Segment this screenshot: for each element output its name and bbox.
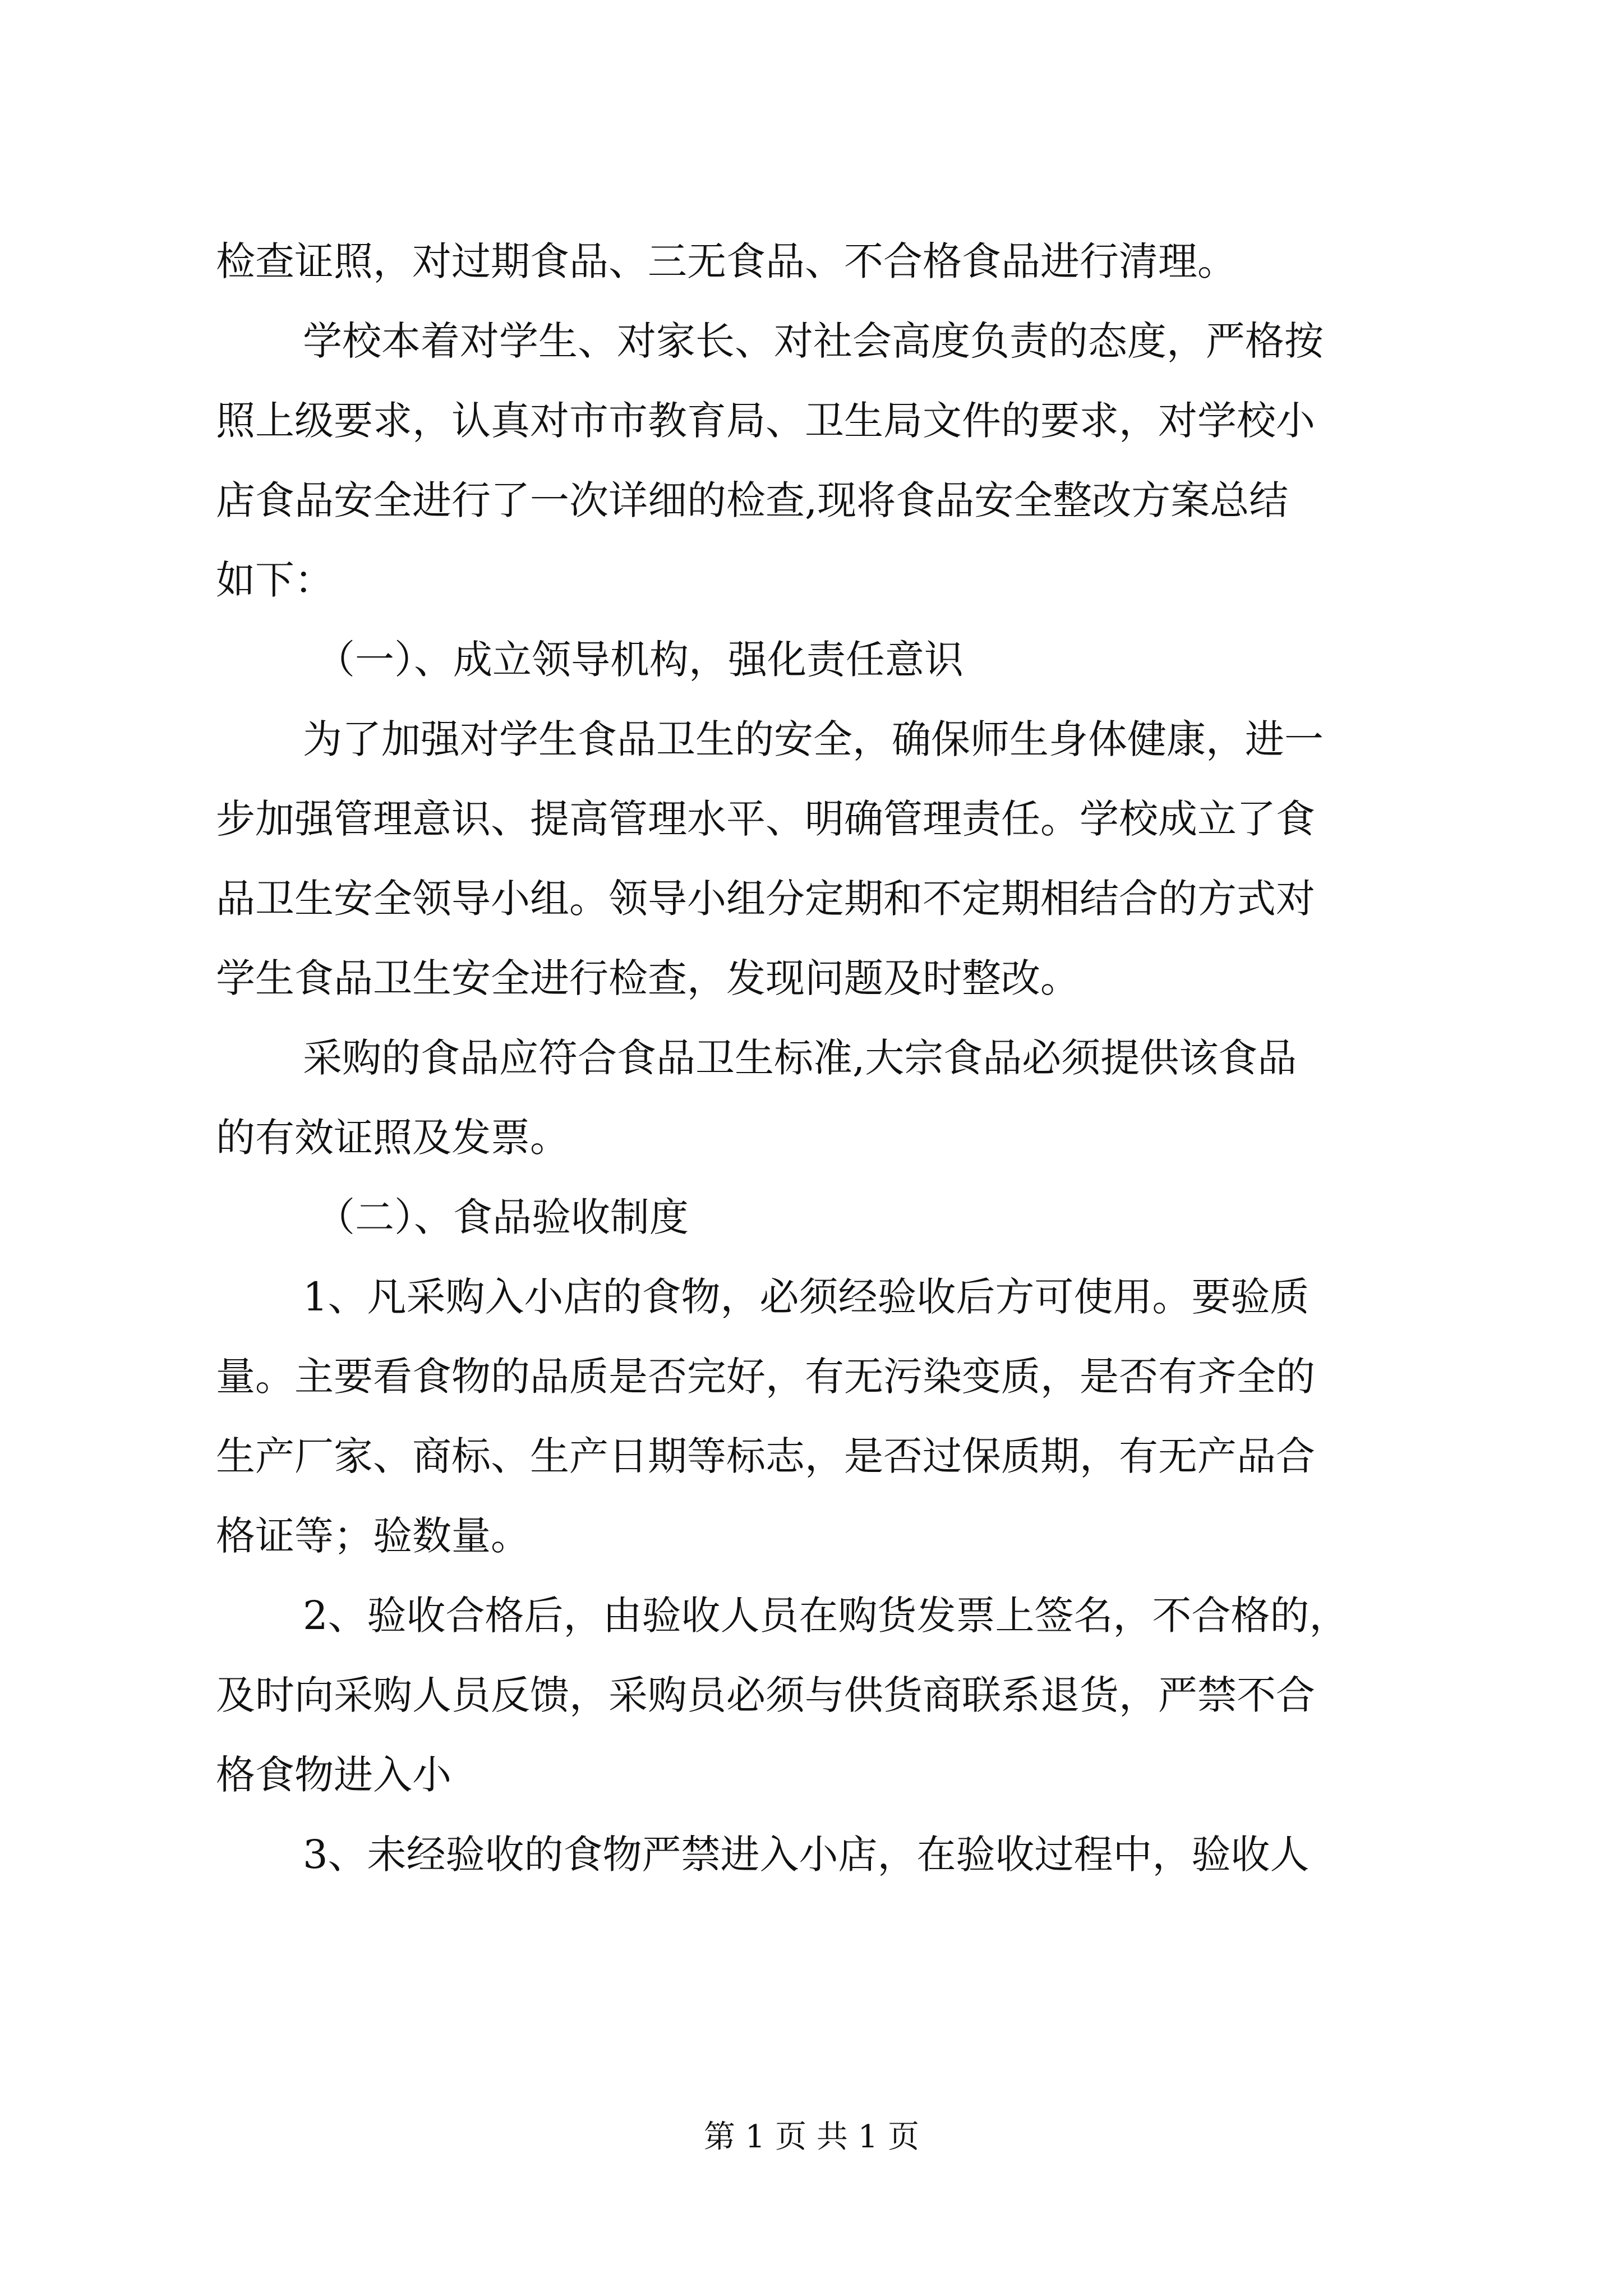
text-line: 量。主要看食物的品质是否完好，有无污染变质，是否有齐全的 — [216, 1354, 1315, 1400]
text-line: 格证等；验数量。 — [216, 1513, 530, 1559]
paragraph-start-line: 3、未经验收的食物严禁进入小店，在验收过程中，验收人 — [303, 1832, 1310, 1878]
section-heading-one: （一）、成立领导机构，强化责任意识 — [316, 637, 963, 683]
text-line: 格食物进入小 — [216, 1752, 451, 1798]
page-number-footer: 第 1 页 共 1 页 — [703, 2119, 920, 2155]
text-line: 如下： — [216, 557, 334, 603]
text-line: 检查证照，对过期食品、三无食品、不合格食品进行清理。 — [216, 238, 1237, 284]
paragraph-start-line: 为了加强对学生食品卫生的安全，确保师生身体健康，进一 — [303, 716, 1324, 762]
text-line: 步加强管理意识、提高管理水平、明确管理责任。学校成立了食 — [216, 796, 1315, 842]
text-line: 及时向采购人员反馈，采购员必须与供货商联系退货，严禁不合 — [216, 1672, 1315, 1718]
text-line: 照上级要求，认真对市市教育局、卫生局文件的要求，对学校小 — [216, 398, 1315, 444]
text-line: 的有效证照及发票。 — [216, 1115, 569, 1161]
text-line: 学生食品卫生安全进行检查，发现问题及时整改。 — [216, 955, 1080, 1001]
paragraph-start-line: 采购的食品应符合食品卫生标准,大宗食品必须提供该食品 — [303, 1035, 1297, 1081]
paragraph-start-line: 学校本着对学生、对家长、对社会高度负责的态度，严格按 — [303, 318, 1324, 364]
text-line: 生产厂家、商标、生产日期等标志，是否过保质期，有无产品合 — [216, 1433, 1315, 1479]
section-heading-two: （二）、食品验收制度 — [316, 1194, 689, 1240]
paragraph-start-line: 2、验收合格后，由验收人员在购货发票上签名，不合格的， — [303, 1593, 1349, 1639]
document-body — [216, 222, 1422, 1894]
text-line: 品卫生安全领导小组。领导小组分定期和不定期相结合的方式对 — [216, 876, 1315, 922]
paragraph-start-line: 1、凡采购入小店的食物，必须经验收后方可使用。要验质 — [303, 1274, 1310, 1320]
text-line: 店食品安全进行了一次详细的检查,现将食品安全整改方案总结 — [216, 477, 1289, 523]
